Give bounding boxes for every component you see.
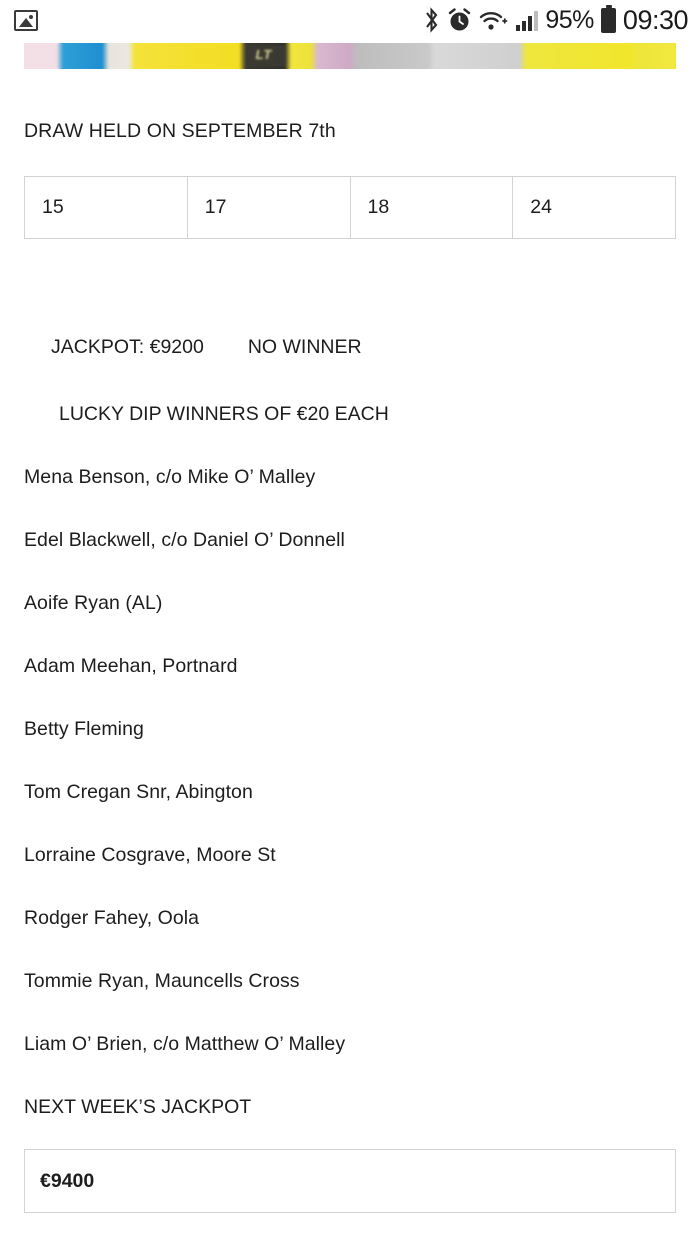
bluetooth-icon [423, 7, 440, 33]
signal-icon [516, 9, 538, 31]
number-cell-3: 18 [350, 177, 513, 239]
page-content [0, 120, 700, 1213]
banner-text: LT [255, 47, 273, 62]
alarm-icon [447, 8, 472, 33]
lucky-dip-heading: LUCKY DIP WINNERS OF €20 EACH [59, 403, 389, 425]
list-item: Rodger Fahey, Oola [24, 907, 200, 929]
draw-held-heading: DRAW HELD ON SEPTEMBER 7th [24, 120, 336, 142]
next-jackpot-label: NEXT WEEK’S JACKPOT [24, 1096, 252, 1118]
list-item: Lorraine Cosgrave, Moore St [24, 844, 276, 866]
banner-blur [24, 43, 676, 69]
wifi-icon [479, 8, 509, 32]
status-bar [0, 0, 700, 40]
table-row [25, 177, 676, 239]
list-item: Betty Fleming [24, 718, 144, 740]
list-item: Liam O’ Brien, c/o Matthew O’ Malley [24, 1033, 346, 1055]
winners-list [24, 466, 676, 1056]
banner-image [24, 43, 676, 69]
clock-label: 09:30 [622, 4, 688, 35]
image-icon [14, 10, 38, 31]
list-item: Adam Meehan, Portnard [24, 655, 238, 677]
next-jackpot-value-box: €9400 [24, 1149, 676, 1213]
winner-status-label: NO WINNER [247, 336, 362, 358]
list-item: Tommie Ryan, Mauncells Cross [24, 970, 300, 992]
list-item: Mena Benson, c/o Mike O’ Malley [24, 466, 316, 488]
status-bar-right [423, 5, 688, 36]
battery-percent-label: 95% [545, 5, 594, 34]
list-item: Edel Blackwell, c/o Daniel O’ Donnell [24, 529, 345, 551]
list-item: Aoife Ryan (AL) [24, 592, 163, 614]
number-cell-4: 24 [513, 177, 676, 239]
winning-numbers-table [24, 176, 676, 239]
status-bar-left [14, 10, 423, 31]
jackpot-row [24, 336, 676, 359]
number-cell-2: 17 [187, 177, 350, 239]
number-cell-1: 15 [25, 177, 188, 239]
jackpot-label: JACKPOT: €9200 [51, 336, 204, 358]
battery-icon [601, 8, 616, 33]
list-item: Tom Cregan Snr, Abington [24, 781, 253, 803]
